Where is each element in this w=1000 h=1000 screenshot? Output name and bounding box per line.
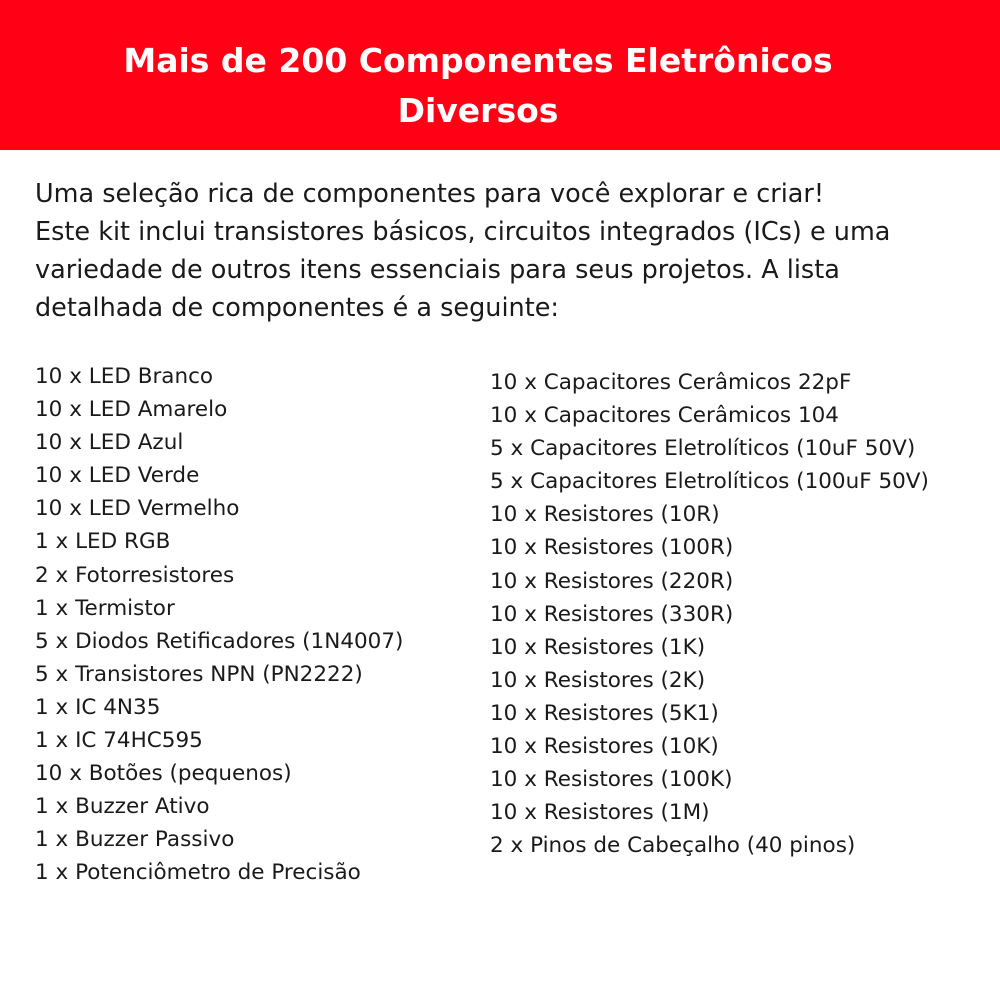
list-item: 10 x Resistores (1M): [490, 800, 710, 826]
list-item: 10 x Resistores (5K1): [490, 700, 719, 726]
intro-line: Uma seleção rica de componentes para você explorar e criar!: [35, 179, 825, 209]
header-banner: [0, 0, 1000, 150]
list-item: 5 x Diodos Retificadores (1N4007): [35, 628, 404, 654]
title-line: Diversos: [397, 91, 559, 130]
list-item: 1 x Buzzer Passivo: [35, 827, 235, 853]
title-line: Mais de 200 Componentes Eletrônicos: [123, 41, 833, 80]
component-list-right: [490, 366, 929, 862]
list-item: 10 x Resistores (100R): [490, 535, 734, 561]
intro-line: Este kit inclui transistores básicos, circuitos integrados (ICs) e uma: [35, 217, 891, 247]
list-item: 10 x Resistores (10R): [490, 502, 720, 528]
intro-paragraph: [35, 175, 975, 327]
list-item: 1 x Potenciômetro de Precisão: [35, 860, 361, 886]
list-item: 5 x Capacitores Eletrolíticos (10uF 50V): [490, 436, 916, 462]
list-item: 10 x Resistores (1K): [490, 634, 706, 660]
list-item: 10 x LED Vermelho: [35, 496, 240, 522]
list-item: 2 x Pinos de Cabeçalho (40 pinos): [490, 833, 856, 859]
list-item: 1 x Buzzer Ativo: [35, 794, 210, 820]
list-item: 1 x IC 4N35: [35, 694, 161, 720]
list-item: 10 x Capacitores Cerâmicos 22pF: [490, 370, 852, 395]
list-item: 10 x Botões (pequenos): [35, 761, 292, 787]
component-list-left: [35, 360, 403, 890]
list-item: 2 x Fotorresistores: [35, 562, 235, 588]
list-item: 10 x LED Amarelo: [35, 397, 228, 423]
list-item: 10 x Resistores (330R): [490, 601, 734, 627]
list-item: 10 x Resistores (220R): [490, 568, 734, 594]
list-item: 1 x LED RGB: [35, 529, 171, 555]
list-item: 10 x LED Azul: [35, 430, 184, 456]
list-item: 1 x Termistor: [35, 595, 175, 621]
list-item: 10 x Resistores (2K): [490, 667, 706, 693]
list-item: 10 x Resistores (100K): [490, 767, 733, 793]
list-item: 1 x IC 74HC595: [35, 728, 203, 754]
list-item: 10 x Capacitores Cerâmicos 104: [490, 403, 839, 429]
list-item: 5 x Transistores NPN (PN2222): [35, 661, 363, 687]
list-item: 10 x Resistores (10K): [490, 734, 719, 760]
list-item: 10 x LED Verde: [35, 463, 200, 489]
intro-line: variedade de outros itens essenciais para seus projetos. A lista: [35, 255, 840, 285]
intro-line: detalhada de componentes é a seguinte:: [35, 293, 559, 323]
list-item: 10 x LED Branco: [35, 364, 214, 389]
list-item: 5 x Capacitores Eletrolíticos (100uF 50V): [490, 469, 929, 495]
page-title: [0, 36, 956, 136]
